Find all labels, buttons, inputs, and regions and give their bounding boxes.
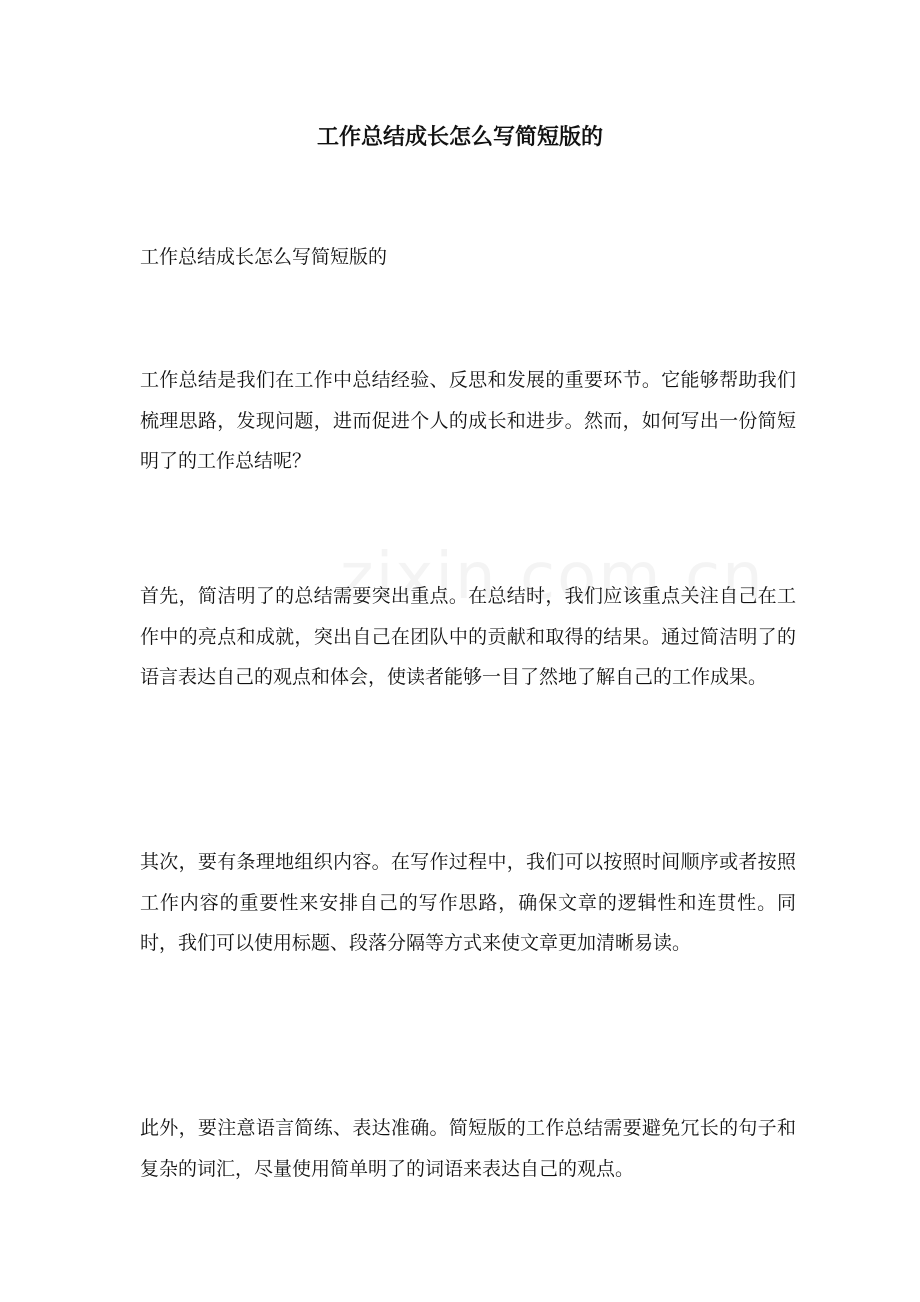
document-subtitle: 工作总结成长怎么写简短版的 — [140, 246, 388, 268]
paragraph-third-point: 此外，要注意语言简练、表达准确。简短版的工作总结需要避免冗长的句子和复杂的词汇，尽量使用简单明了的词语来表达自己的观点。 — [140, 1117, 796, 1180]
paragraph-intro: 工作总结是我们在工作中总结经验、反思和发展的重要环节。它能够帮助我们梳理思路，发现问题，进而促进个人的成长和进步。然而，如何写出一份简短明了的工作总结呢？ — [140, 369, 796, 472]
paragraph-second-point: 其次，要有条理地组织内容。在写作过程中，我们可以按照时间顺序或者按照工作内容的重要性来安排自己的写作思路，确保文章的逻辑性和连贯性。同时，我们可以使用标题、段落分隔等方式来使文章更加清晰易读。 — [140, 851, 796, 954]
paragraph-first-point: 首先，简洁明了的总结需要突出重点。在总结时，我们应该重点关注自己在工作中的亮点和成就，突出自己在团队中的贡献和取得的结果。通过简洁明了的语言表达自己的观点和体会，使读者能够一目了然地了解自己的工作成果。 — [140, 585, 796, 688]
document-title: 工作总结成长怎么写简短版的 — [316, 124, 603, 150]
